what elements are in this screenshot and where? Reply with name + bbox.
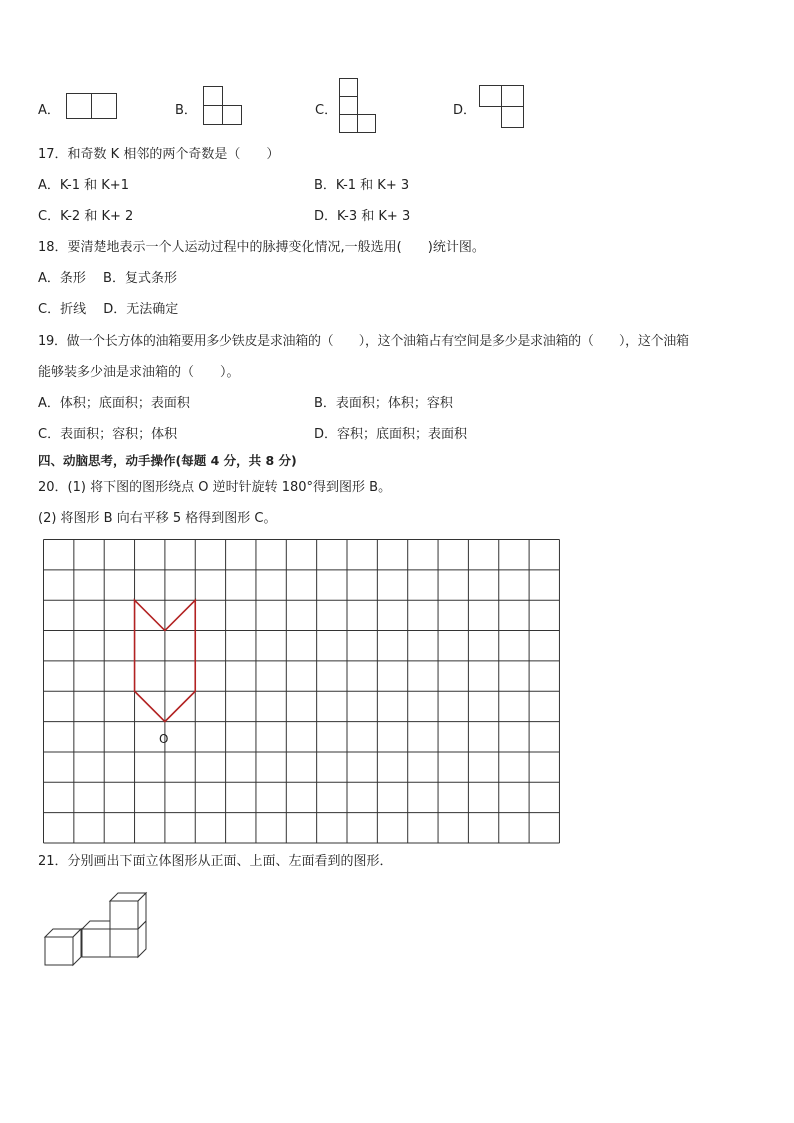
section-4-heading: 四、动脑思考，动手操作(每题 4 分，共 8 分) [38, 453, 297, 468]
cube-stack-figure [44, 890, 154, 970]
l-shape-four-squares-icon [339, 78, 379, 134]
q17-stem: 17．和奇数 K 相邻的两个奇数是（ ） [38, 147, 280, 162]
l-shape-three-squares-icon [203, 86, 243, 126]
q17-option-a: A．K-1 和 K+1 [38, 178, 129, 193]
q16-option-c-letter: C． [315, 103, 338, 118]
q20-part2: (2) 将图形 B 向右平移 5 格得到图形 C。 [38, 511, 277, 526]
t-shape-three-squares-icon [479, 85, 525, 129]
q16-option-a-letter: A． [38, 103, 60, 118]
q20-part1: 20．(1) 将下图的图形绕点 O 逆时针旋转 180°得到图形 B。 [38, 480, 392, 495]
q19-option-a: A．体积；底面积；表面积 [38, 396, 190, 411]
q18-options-ab: A．条形 B．复式条形 [38, 271, 177, 286]
q17-option-c: C．K-2 和 K+ 2 [38, 209, 134, 224]
point-o-label: O [159, 732, 169, 746]
q17-option-d: D．K-3 和 K+ 3 [314, 209, 411, 224]
q19-stem-line2: 能够装多少油是求油箱的（ ）。 [38, 365, 240, 380]
q19-option-b: B．表面积；体积；容积 [314, 396, 453, 411]
q16-option-d-letter: D． [453, 103, 477, 118]
two-squares-row-icon [66, 93, 118, 119]
q20-grid [43, 539, 560, 844]
q16-option-b-letter: B． [175, 103, 197, 118]
q21-stem: 21．分别画出下面立体图形从正面、上面、左面看到的图形． [38, 854, 393, 869]
q18-stem: 18．要清楚地表示一个人运动过程中的脉搏变化情况,一般选用( )统计图。 [38, 240, 485, 255]
q19-stem-line1: 19．做一个长方体的油箱要用多少铁皮是求油箱的（ ），这个油箱占有空间是多少是求油箱的（ ），这个油箱 [38, 334, 689, 349]
q19-option-c: C．表面积；容积；体积 [38, 427, 178, 442]
q19-option-d: D．容积；底面积；表面积 [314, 427, 468, 442]
q17-option-b: B．K-1 和 K+ 3 [314, 178, 410, 193]
q18-options-cd: C．折线 D．无法确定 [38, 302, 179, 317]
